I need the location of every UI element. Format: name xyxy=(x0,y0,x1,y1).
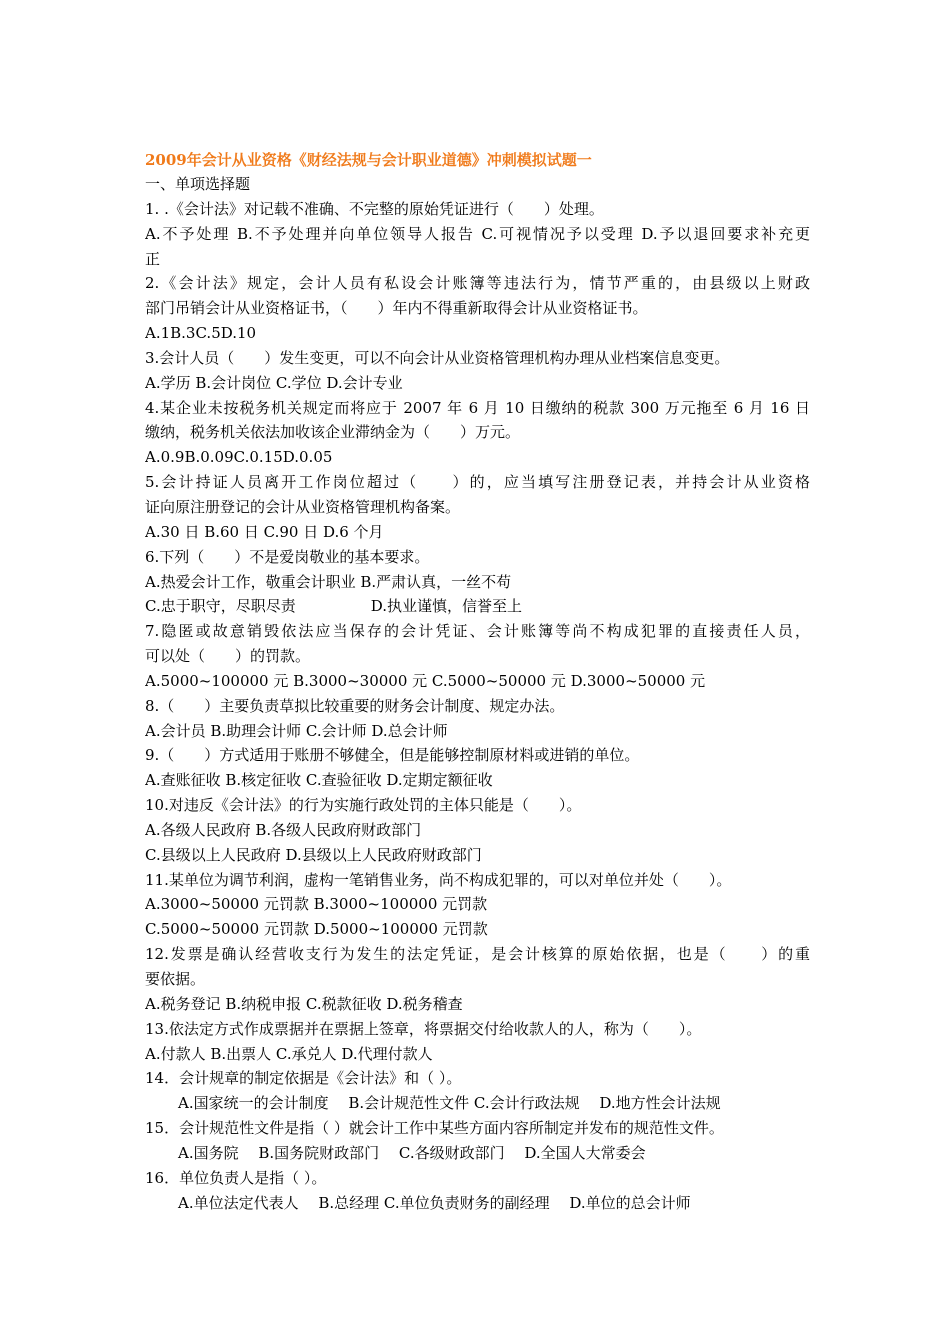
text-line: 6.下列（ ）不是爱岗敬业的基本要求。 xyxy=(145,547,430,566)
text-line: A.30 日 B.60 日 C.90 日 D.6 个月 xyxy=(145,522,384,541)
text-line: A.学历 B.会计岗位 C.学位 D.会计专业 xyxy=(145,373,403,392)
text-line: A.国务院 B.国务院财政部门 C.各级财政部门 D.全国人大常委会 xyxy=(178,1143,646,1162)
text-line: A.热爱会计工作，敬重会计职业 B.严肃认真，一丝不苟 xyxy=(145,572,512,591)
text-line: 一、单项选择题 xyxy=(145,175,251,193)
text-line: C.县级以上人民政府 D.县级以上人民政府财政部门 xyxy=(145,845,482,864)
text-line: 正 xyxy=(145,249,161,268)
text-line: A.查账征收 B.核定征收 C.查验征收 D.定期定额征收 xyxy=(145,771,493,790)
text-line: C.忠于职守，尽职尽责 D.执业谨慎，信誉至上 xyxy=(145,597,522,616)
text-line: 15．会计规范性文件是指（ ）就会计工作中某些方面内容所制定并发布的规范性文件。 xyxy=(145,1119,724,1138)
text-line: 可以处（ ）的罚款。 xyxy=(145,647,311,666)
text-line: 1. .《会计法》对记载不准确、不完整的原始凭证进行（ ）处理。 xyxy=(145,199,604,218)
text-line: A.5000~100000 元 B.3000~30000 元 C.5000~50000 元 D.3000~50000 元 xyxy=(145,671,706,690)
text-line: A.单位法定代表人 B.总经理 C.单位负责财务的副经理 D.单位的总会计师 xyxy=(178,1193,691,1212)
text-line: 10.对违反《会计法》的行为实施行政处罚的主体只能是（ ）。 xyxy=(145,796,582,815)
text-line: 8.（ ）主要负责草拟比较重要的财务会计制度、规定办法。 xyxy=(145,696,565,715)
text-line: 12.发票是确认经营收支行为发生的法定凭证，是会计核算的原始依据，也是（ ）的重 xyxy=(145,945,810,964)
text-line: A.各级人民政府 B.各级人民政府财政部门 xyxy=(145,820,422,839)
text-line: 11.某单位为调节利润，虚构一笔销售业务，尚不构成犯罪的，可以对单位并处（ ）。 xyxy=(145,870,732,889)
text-line: 7.隐匿或故意销毁依法应当保存的会计凭证、会计账簿等尚不构成犯罪的直接责任人员， xyxy=(145,622,810,641)
text-line: 缴纳，税务机关依法加收该企业滞纳金为（ ）万元。 xyxy=(145,423,521,442)
document-title: 2009年会计从业资格《财经法规与会计职业道德》冲刺模拟试题一 xyxy=(145,151,592,169)
text-line: A.会计员 B.助理会计师 C.会计师 D.总会计师 xyxy=(145,721,448,740)
text-line: 要依据。 xyxy=(145,970,206,988)
text-line: A.1B.3C.5D.10 xyxy=(145,324,257,343)
text-line: C.5000~50000 元罚款 D.5000~100000 元罚款 xyxy=(145,920,488,939)
text-line: 3.会计人员（ ）发生变更，可以不向会计从业资格管理机构办理从业档案信息变更。 xyxy=(145,348,730,367)
text-line: 13.依法定方式作成票据并在票据上签章，将票据交付给收款人的人，称为（ ）。 xyxy=(145,1019,702,1038)
document-body xyxy=(145,148,810,1215)
text-line: 证向原注册登记的会计从业资格管理机构备案。 xyxy=(145,497,461,516)
text-line: 9.（ ）方式适用于账册不够健全，但是能够控制原材料或进销的单位。 xyxy=(145,746,640,765)
text-line: 16．单位负责人是指（ ）。 xyxy=(145,1168,327,1187)
text-line: 部门吊销会计从业资格证书，（ ）年内不得重新取得会计从业资格证书。 xyxy=(145,299,648,318)
text-line: A.国家统一的会计制度 B.会计规范性文件 C.会计行政法规 D.地方性会计法规 xyxy=(178,1094,721,1113)
text-line: A.0.9B.0.09C.0.15D.0.05 xyxy=(145,448,333,467)
text-line: A.3000~50000 元罚款 B.3000~100000 元罚款 xyxy=(145,895,488,914)
text-line: 4.某企业未按税务机关规定而将应于 2007 年 6 月 10 日缴纳的税款 300 万元拖至 6 月 16 日 xyxy=(145,398,810,417)
text-line: 5.会计持证人员离开工作岗位超过（ ）的，应当填写注册登记表，并持会计从业资格 xyxy=(145,473,810,492)
text-line: 2.《会计法》规定，会计人员有私设会计账簿等违法行为，情节严重的，由县级以上财政 xyxy=(145,274,810,293)
text-line: A.付款人 B.出票人 C.承兑人 D.代理付款人 xyxy=(145,1044,433,1063)
text-line: 14．会计规章的制定依据是《会计法》和（ ）。 xyxy=(145,1069,462,1088)
text-line: A.不予处理 B.不予处理并向单位领导人报告 C.可视情况予以受理 D.予以退回要求补充更 xyxy=(145,224,810,243)
text-line: A.税务登记 B.纳税申报 C.税款征收 D.税务稽查 xyxy=(145,994,463,1013)
